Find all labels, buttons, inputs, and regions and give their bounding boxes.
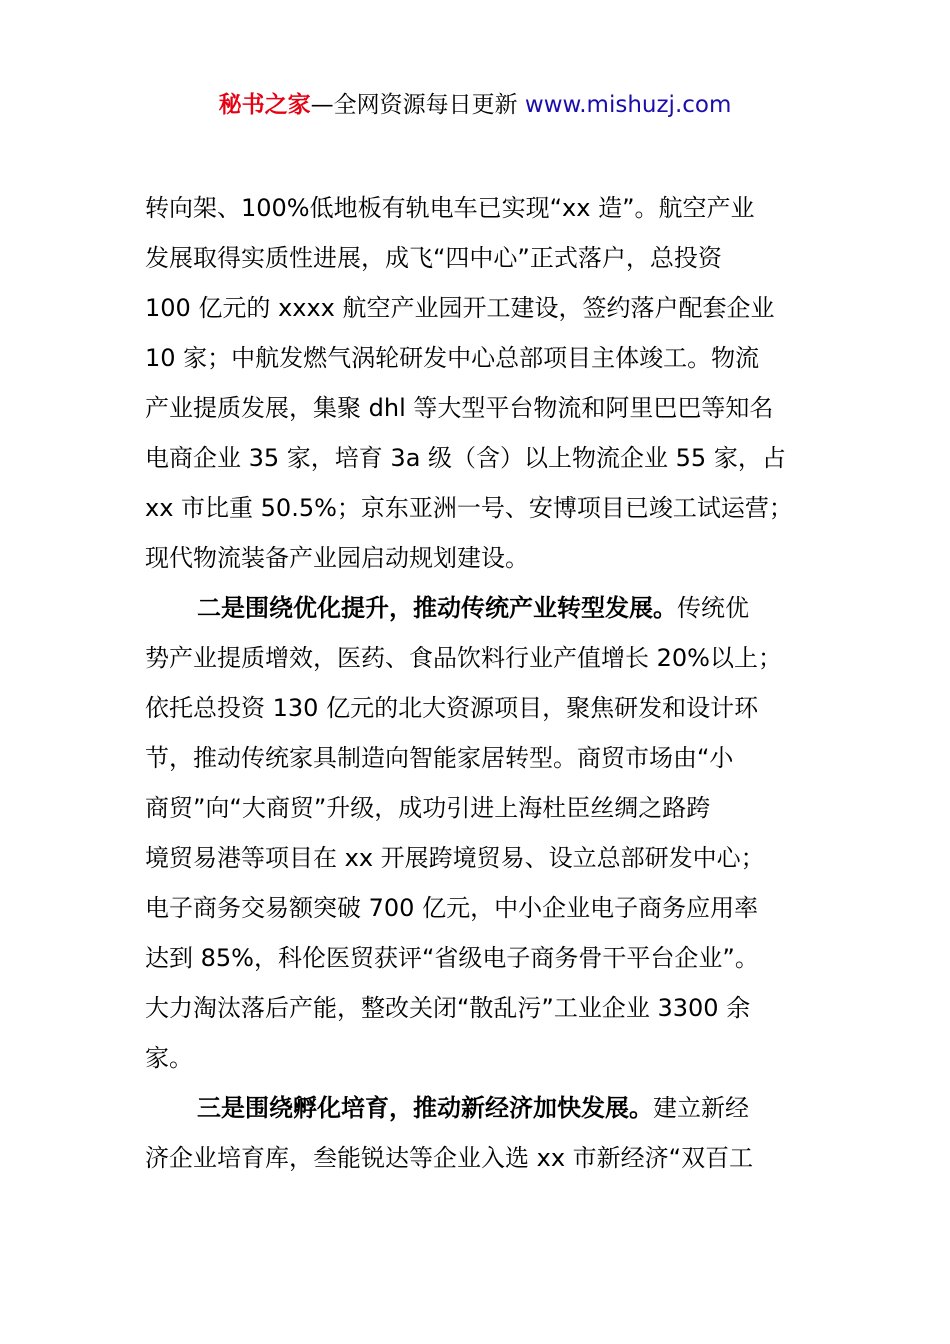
text-line: 电商企业 35 家，培育 3a 级（含）以上物流企业 55 家，占 [145, 444, 786, 472]
paragraph-heading: 二是围绕优化提升，推动传统产业转型发展。 [197, 594, 677, 622]
text-line: 转向架、100%低地板有轨电车已实现“xx 造”。航空产业 [145, 194, 755, 222]
text-line: 100 亿元的 xxxx 航空产业园开工建设，签约落户配套企业 [145, 294, 775, 322]
paragraph-heading-line [145, 583, 835, 633]
text-line: 依托总投资 130 亿元的北大资源项目，聚焦研发和设计环 [145, 694, 759, 722]
text-line: 势产业提质增效，医药、食品饮料行业产值增长 20%以上； [145, 644, 782, 672]
text-line: 济企业培育库，叁能锐达等企业入选 xx 市新经济“双百工 [145, 1144, 754, 1172]
text-span: 传统优 [677, 594, 749, 622]
text-line: 产业提质发展，集聚 dhl 等大型平台物流和阿里巴巴等知名 [145, 394, 774, 422]
text-line: 10 家；中航发燃气涡轮研发中心总部项目主体竣工。物流 [145, 344, 760, 372]
text-line: 商贸”向“大商贸”升级，成功引进上海杜臣丝绸之路跨 [145, 794, 711, 822]
text-line: 大力淘汰落后产能，整改关闭“散乱污”工业企业 3300 余 [145, 994, 751, 1022]
document-body [145, 183, 835, 1183]
paragraph-heading: 三是围绕孵化培育，推动新经济加快发展。 [197, 1094, 653, 1122]
text-line: 达到 85%，科伦医贸获评“省级电子商务骨干平台企业”。 [145, 944, 759, 972]
text-line: 电子商务交易额突破 700 亿元，中小企业电子商务应用率 [145, 894, 759, 922]
text-line: 发展取得实质性进展，成飞“四中心”正式落户，总投资 [145, 244, 722, 272]
site-tagline: —全网资源每日更新 [310, 92, 525, 118]
site-header [0, 88, 950, 122]
site-url-link[interactable]: www.mishuzj.com [524, 92, 732, 118]
text-line: 家。 [145, 1044, 193, 1072]
text-span: 建立新经 [653, 1094, 749, 1122]
site-brand: 秘书之家 [218, 92, 311, 118]
paragraph-heading-line [145, 1083, 835, 1133]
text-line: 现代物流装备产业园启动规划建设。 [145, 544, 529, 572]
text-line: xx 市比重 50.5%；京东亚洲一号、安博项目已竣工试运营； [145, 494, 793, 522]
text-line: 境贸易港等项目在 xx 开展跨境贸易、设立总部研发中心； [145, 844, 765, 872]
text-line: 节，推动传统家具制造向智能家居转型。商贸市场由“小 [145, 744, 734, 772]
